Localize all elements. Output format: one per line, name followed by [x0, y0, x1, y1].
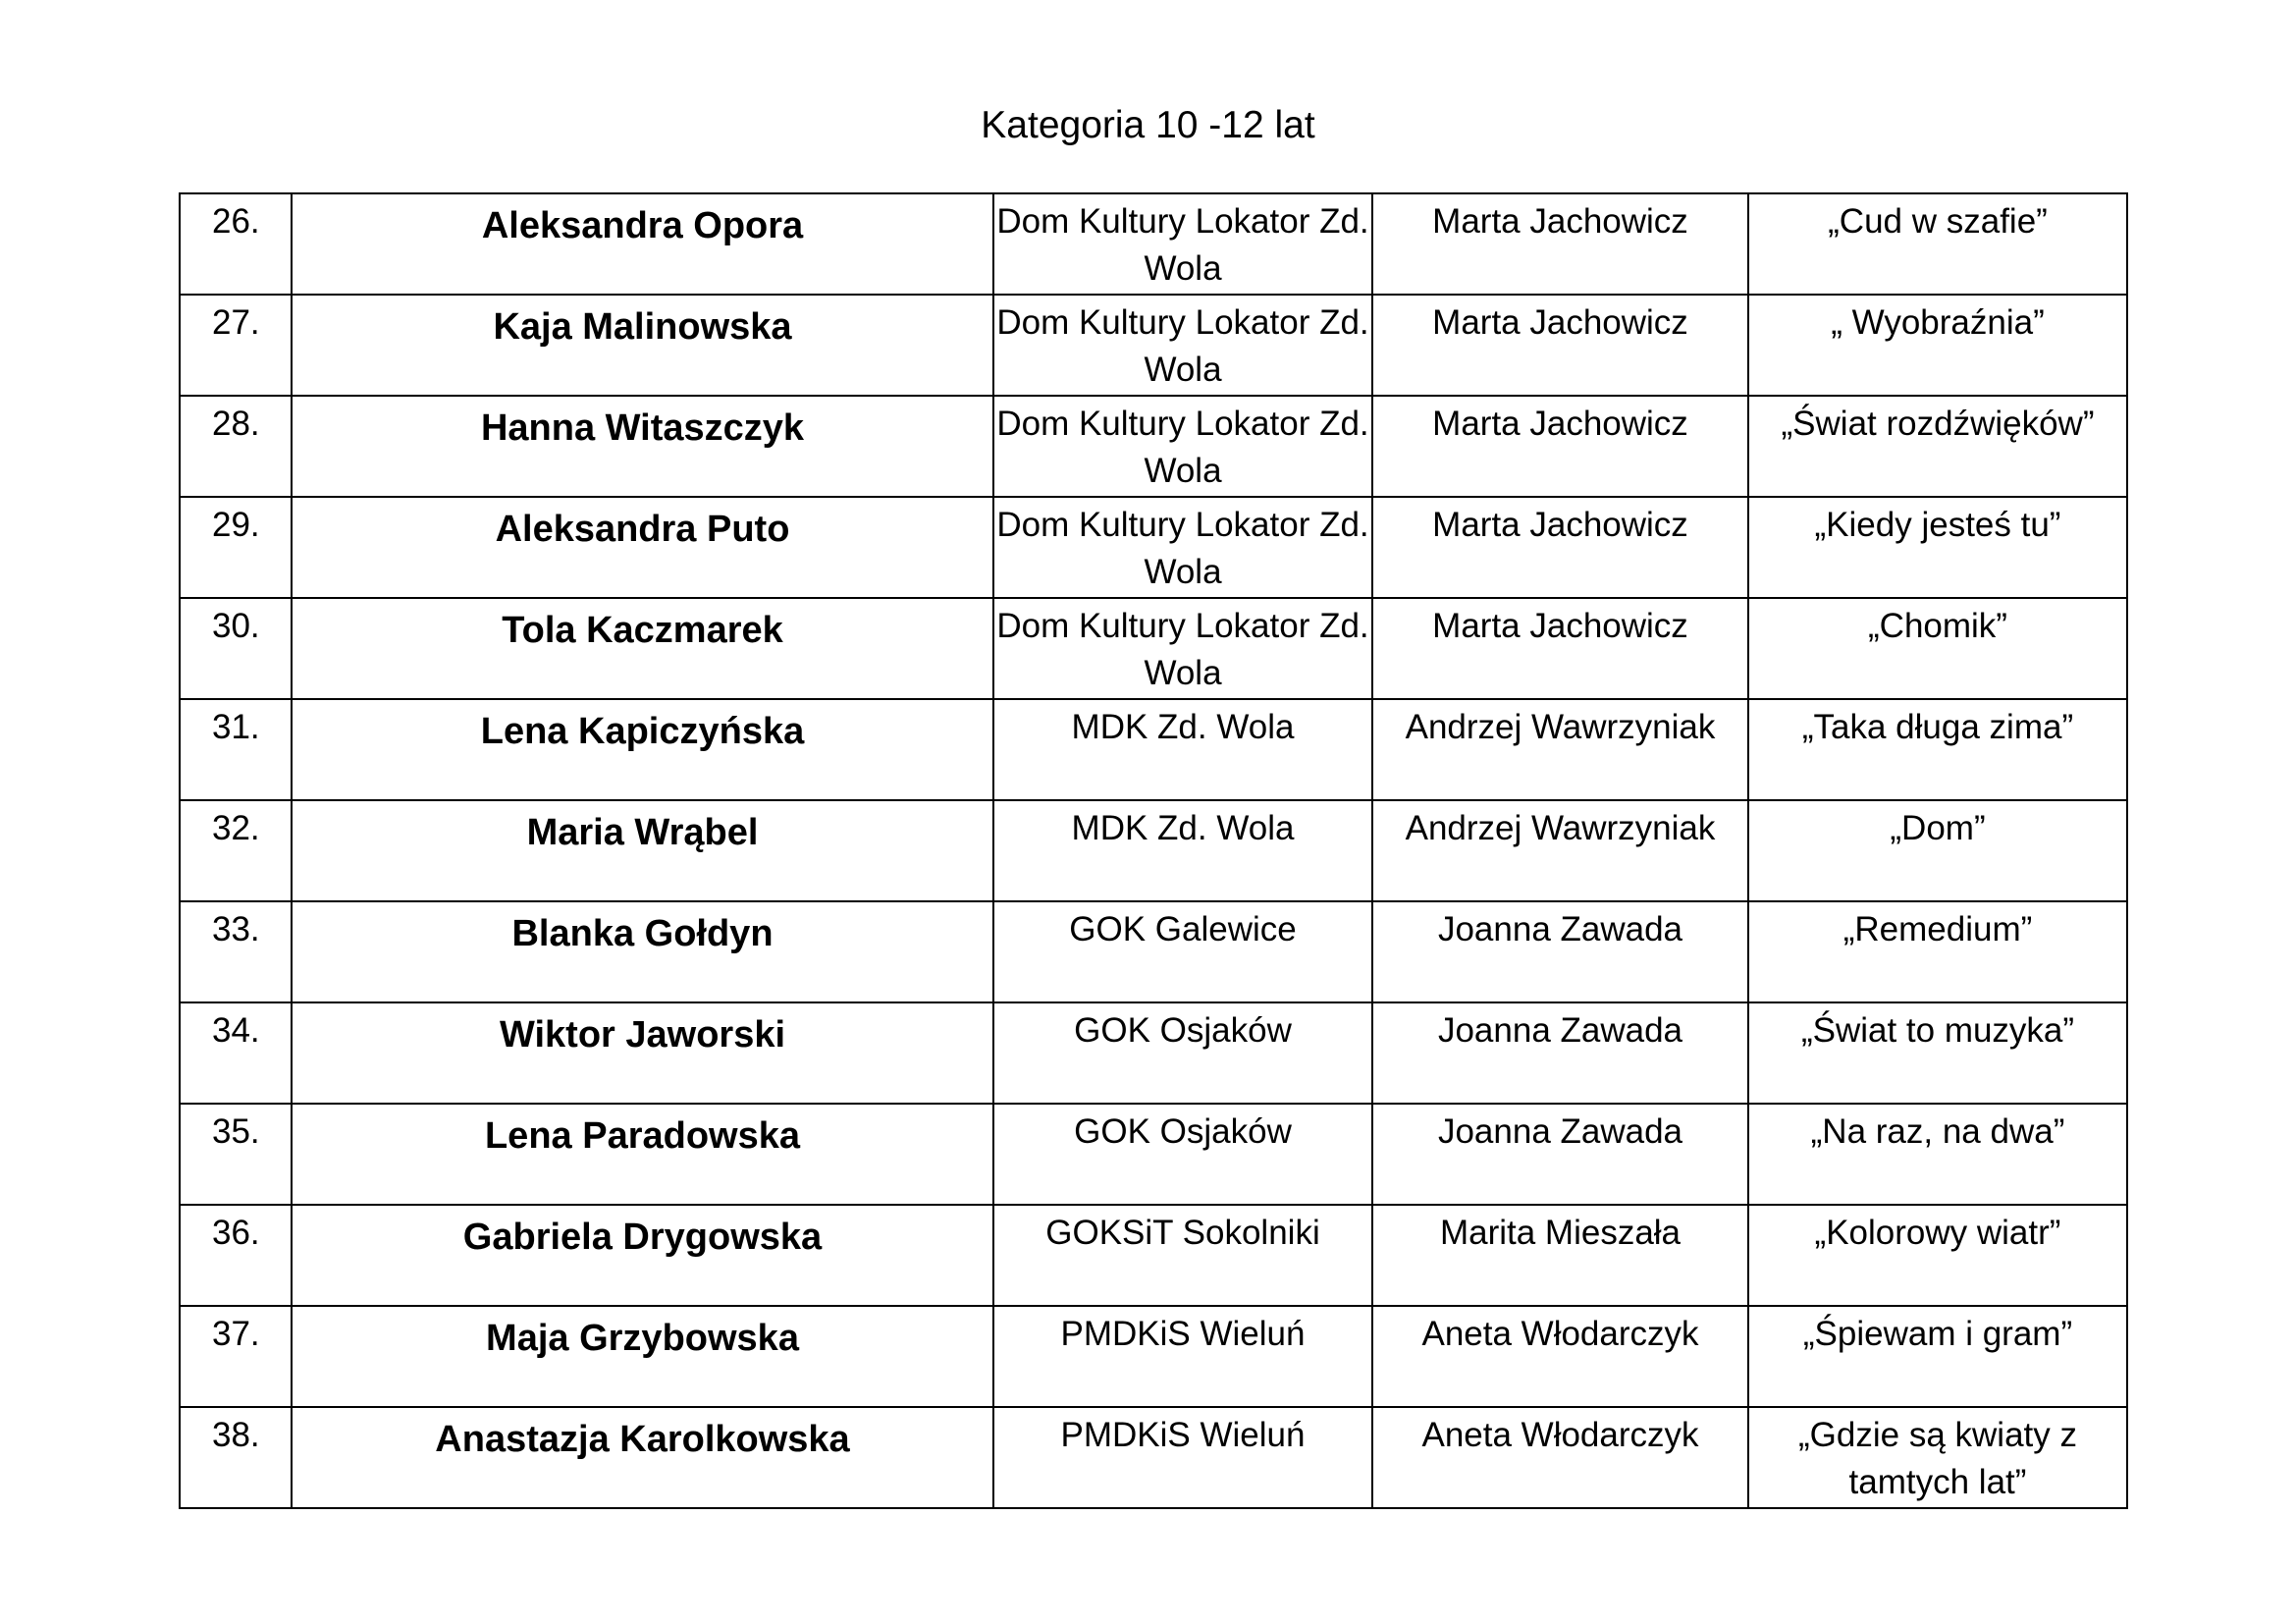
- song-title: „ Wyobraźnia”: [1748, 295, 2127, 396]
- teacher-name: Marta Jachowicz: [1372, 193, 1748, 295]
- table-row: [180, 1002, 2127, 1104]
- row-number: 36.: [180, 1205, 292, 1306]
- institution: MDK Zd. Wola: [993, 800, 1372, 901]
- table-row: [180, 800, 2127, 901]
- row-number: 30.: [180, 598, 292, 699]
- row-number: 27.: [180, 295, 292, 396]
- participant-name: Maja Grzybowska: [292, 1306, 993, 1407]
- institution: MDK Zd. Wola: [993, 699, 1372, 800]
- institution: GOK Galewice: [993, 901, 1372, 1002]
- row-number: 34.: [180, 1002, 292, 1104]
- participant-name: Kaja Malinowska: [292, 295, 993, 396]
- song-title: „Kiedy jesteś tu”: [1748, 497, 2127, 598]
- teacher-name: Marita Mieszała: [1372, 1205, 1748, 1306]
- table-row: [180, 598, 2127, 699]
- song-title: „Taka długa zima”: [1748, 699, 2127, 800]
- row-number: 26.: [180, 193, 292, 295]
- teacher-name: Marta Jachowicz: [1372, 295, 1748, 396]
- participant-name: Tola Kaczmarek: [292, 598, 993, 699]
- teacher-name: Marta Jachowicz: [1372, 396, 1748, 497]
- teacher-name: Aneta Włodarczyk: [1372, 1306, 1748, 1407]
- participants-table-body: [180, 193, 2127, 1508]
- table-row: [180, 699, 2127, 800]
- institution: PMDKiS Wieluń: [993, 1306, 1372, 1407]
- participants-table: [179, 192, 2128, 1509]
- teacher-name: Marta Jachowicz: [1372, 497, 1748, 598]
- table-row: [180, 295, 2127, 396]
- institution: GOKSiT Sokolniki: [993, 1205, 1372, 1306]
- row-number: 37.: [180, 1306, 292, 1407]
- institution: Dom Kultury Lokator Zd. Wola: [993, 193, 1372, 295]
- table-row: [180, 1407, 2127, 1508]
- song-title: „Gdzie są kwiaty z tamtych lat”: [1748, 1407, 2127, 1508]
- participant-name: Aleksandra Opora: [292, 193, 993, 295]
- participant-name: Gabriela Drygowska: [292, 1205, 993, 1306]
- song-title: „Cud w szafie”: [1748, 193, 2127, 295]
- institution: PMDKiS Wieluń: [993, 1407, 1372, 1508]
- participant-name: Lena Kapiczyńska: [292, 699, 993, 800]
- institution: Dom Kultury Lokator Zd. Wola: [993, 295, 1372, 396]
- participant-name: Wiktor Jaworski: [292, 1002, 993, 1104]
- row-number: 28.: [180, 396, 292, 497]
- row-number: 38.: [180, 1407, 292, 1508]
- participant-name: Aleksandra Puto: [292, 497, 993, 598]
- teacher-name: Andrzej Wawrzyniak: [1372, 800, 1748, 901]
- teacher-name: Joanna Zawada: [1372, 1104, 1748, 1205]
- participant-name: Blanka Gołdyn: [292, 901, 993, 1002]
- row-number: 29.: [180, 497, 292, 598]
- song-title: „Śpiewam i gram”: [1748, 1306, 2127, 1407]
- teacher-name: Aneta Włodarczyk: [1372, 1407, 1748, 1508]
- table-row: [180, 1104, 2127, 1205]
- institution: Dom Kultury Lokator Zd. Wola: [993, 497, 1372, 598]
- teacher-name: Joanna Zawada: [1372, 901, 1748, 1002]
- row-number: 31.: [180, 699, 292, 800]
- institution: GOK Osjaków: [993, 1002, 1372, 1104]
- song-title: „Chomik”: [1748, 598, 2127, 699]
- song-title: „Kolorowy wiatr”: [1748, 1205, 2127, 1306]
- institution: GOK Osjaków: [993, 1104, 1372, 1205]
- song-title: „Remedium”: [1748, 901, 2127, 1002]
- table-row: [180, 901, 2127, 1002]
- song-title: „Świat to muzyka”: [1748, 1002, 2127, 1104]
- participant-name: Maria Wrąbel: [292, 800, 993, 901]
- participant-name: Hanna Witaszczyk: [292, 396, 993, 497]
- row-number: 35.: [180, 1104, 292, 1205]
- teacher-name: Andrzej Wawrzyniak: [1372, 699, 1748, 800]
- song-title: „Dom”: [1748, 800, 2127, 901]
- table-row: [180, 1306, 2127, 1407]
- row-number: 33.: [180, 901, 292, 1002]
- song-title: „Świat rozdźwięków”: [1748, 396, 2127, 497]
- table-row: [180, 396, 2127, 497]
- table-row: [180, 1205, 2127, 1306]
- teacher-name: Marta Jachowicz: [1372, 598, 1748, 699]
- page-title: Kategoria 10 -12 lat: [981, 104, 1315, 146]
- teacher-name: Joanna Zawada: [1372, 1002, 1748, 1104]
- participant-name: Lena Paradowska: [292, 1104, 993, 1205]
- institution: Dom Kultury Lokator Zd. Wola: [993, 396, 1372, 497]
- song-title: „Na raz, na dwa”: [1748, 1104, 2127, 1205]
- table-row: [180, 193, 2127, 295]
- table-row: [180, 497, 2127, 598]
- row-number: 32.: [180, 800, 292, 901]
- institution: Dom Kultury Lokator Zd. Wola: [993, 598, 1372, 699]
- participant-name: Anastazja Karolkowska: [292, 1407, 993, 1508]
